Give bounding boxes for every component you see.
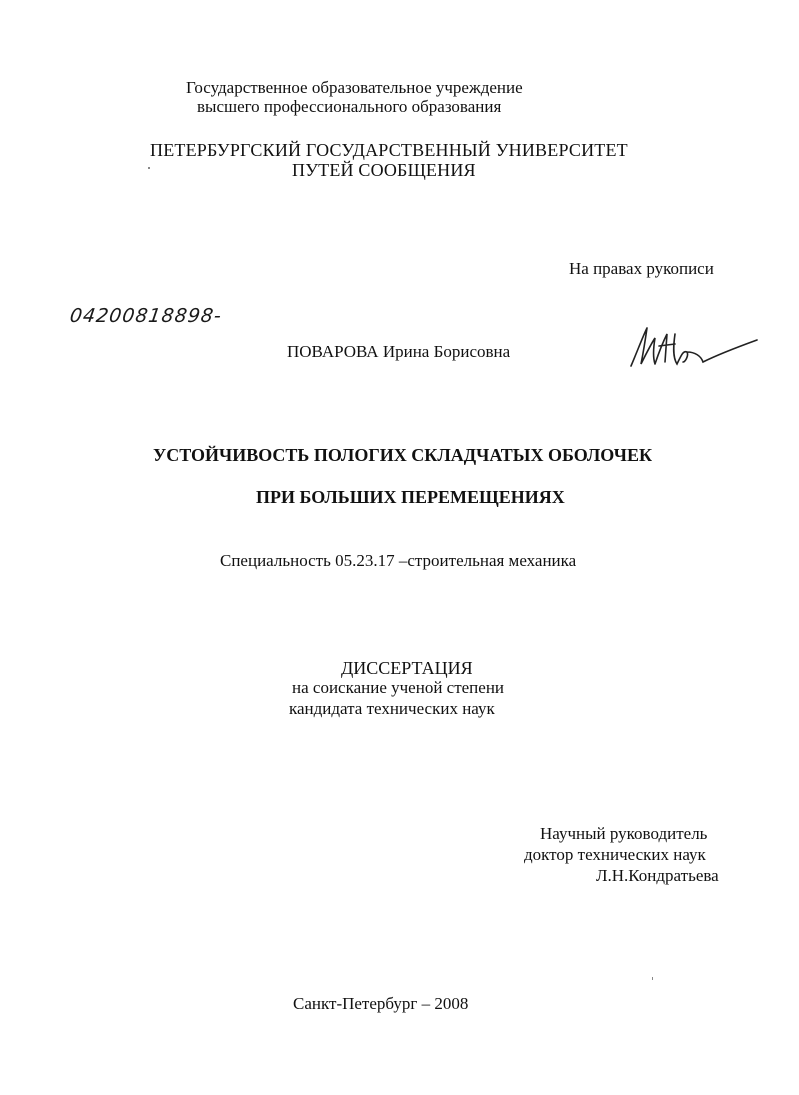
institution-line-2: высшего профессионального образования bbox=[197, 97, 502, 116]
dissertation-line-1: на соискание ученой степени bbox=[292, 678, 505, 697]
title-line-1: УСТОЙЧИВОСТЬ ПОЛОГИХ СКЛАДЧАТЫХ ОБОЛОЧЕК bbox=[153, 445, 653, 465]
supervisor-degree: доктор технических наук bbox=[524, 845, 706, 864]
scan-speck bbox=[148, 167, 150, 169]
signature-image bbox=[625, 322, 760, 372]
scan-speck bbox=[652, 977, 653, 980]
city-year: Санкт-Петербург – 2008 bbox=[293, 994, 469, 1013]
university-line-2: ПУТЕЙ СООБЩЕНИЯ bbox=[292, 160, 476, 180]
dissertation-heading: ДИССЕРТАЦИЯ bbox=[341, 658, 473, 678]
registry-number: 04200818898- bbox=[68, 305, 224, 327]
dissertation-line-2: кандидата технических наук bbox=[289, 699, 495, 718]
rights-note: На правах рукописи bbox=[569, 259, 714, 278]
title-line-2: ПРИ БОЛЬШИХ ПЕРЕМЕЩЕНИЯХ bbox=[256, 487, 565, 507]
institution-line-1: Государственное образовательное учреждение bbox=[186, 78, 523, 97]
author-name: ПОВАРОВА Ирина Борисовна bbox=[287, 342, 511, 361]
supervisor-role: Научный руководитель bbox=[540, 824, 708, 843]
specialty: Специальность 05.23.17 –строительная механика bbox=[220, 551, 577, 570]
supervisor-name: Л.Н.Кондратьева bbox=[596, 866, 719, 885]
university-line-1: ПЕТЕРБУРГСКИЙ ГОСУДАРСТВЕННЫЙ УНИВЕРСИТЕТ bbox=[150, 140, 628, 160]
